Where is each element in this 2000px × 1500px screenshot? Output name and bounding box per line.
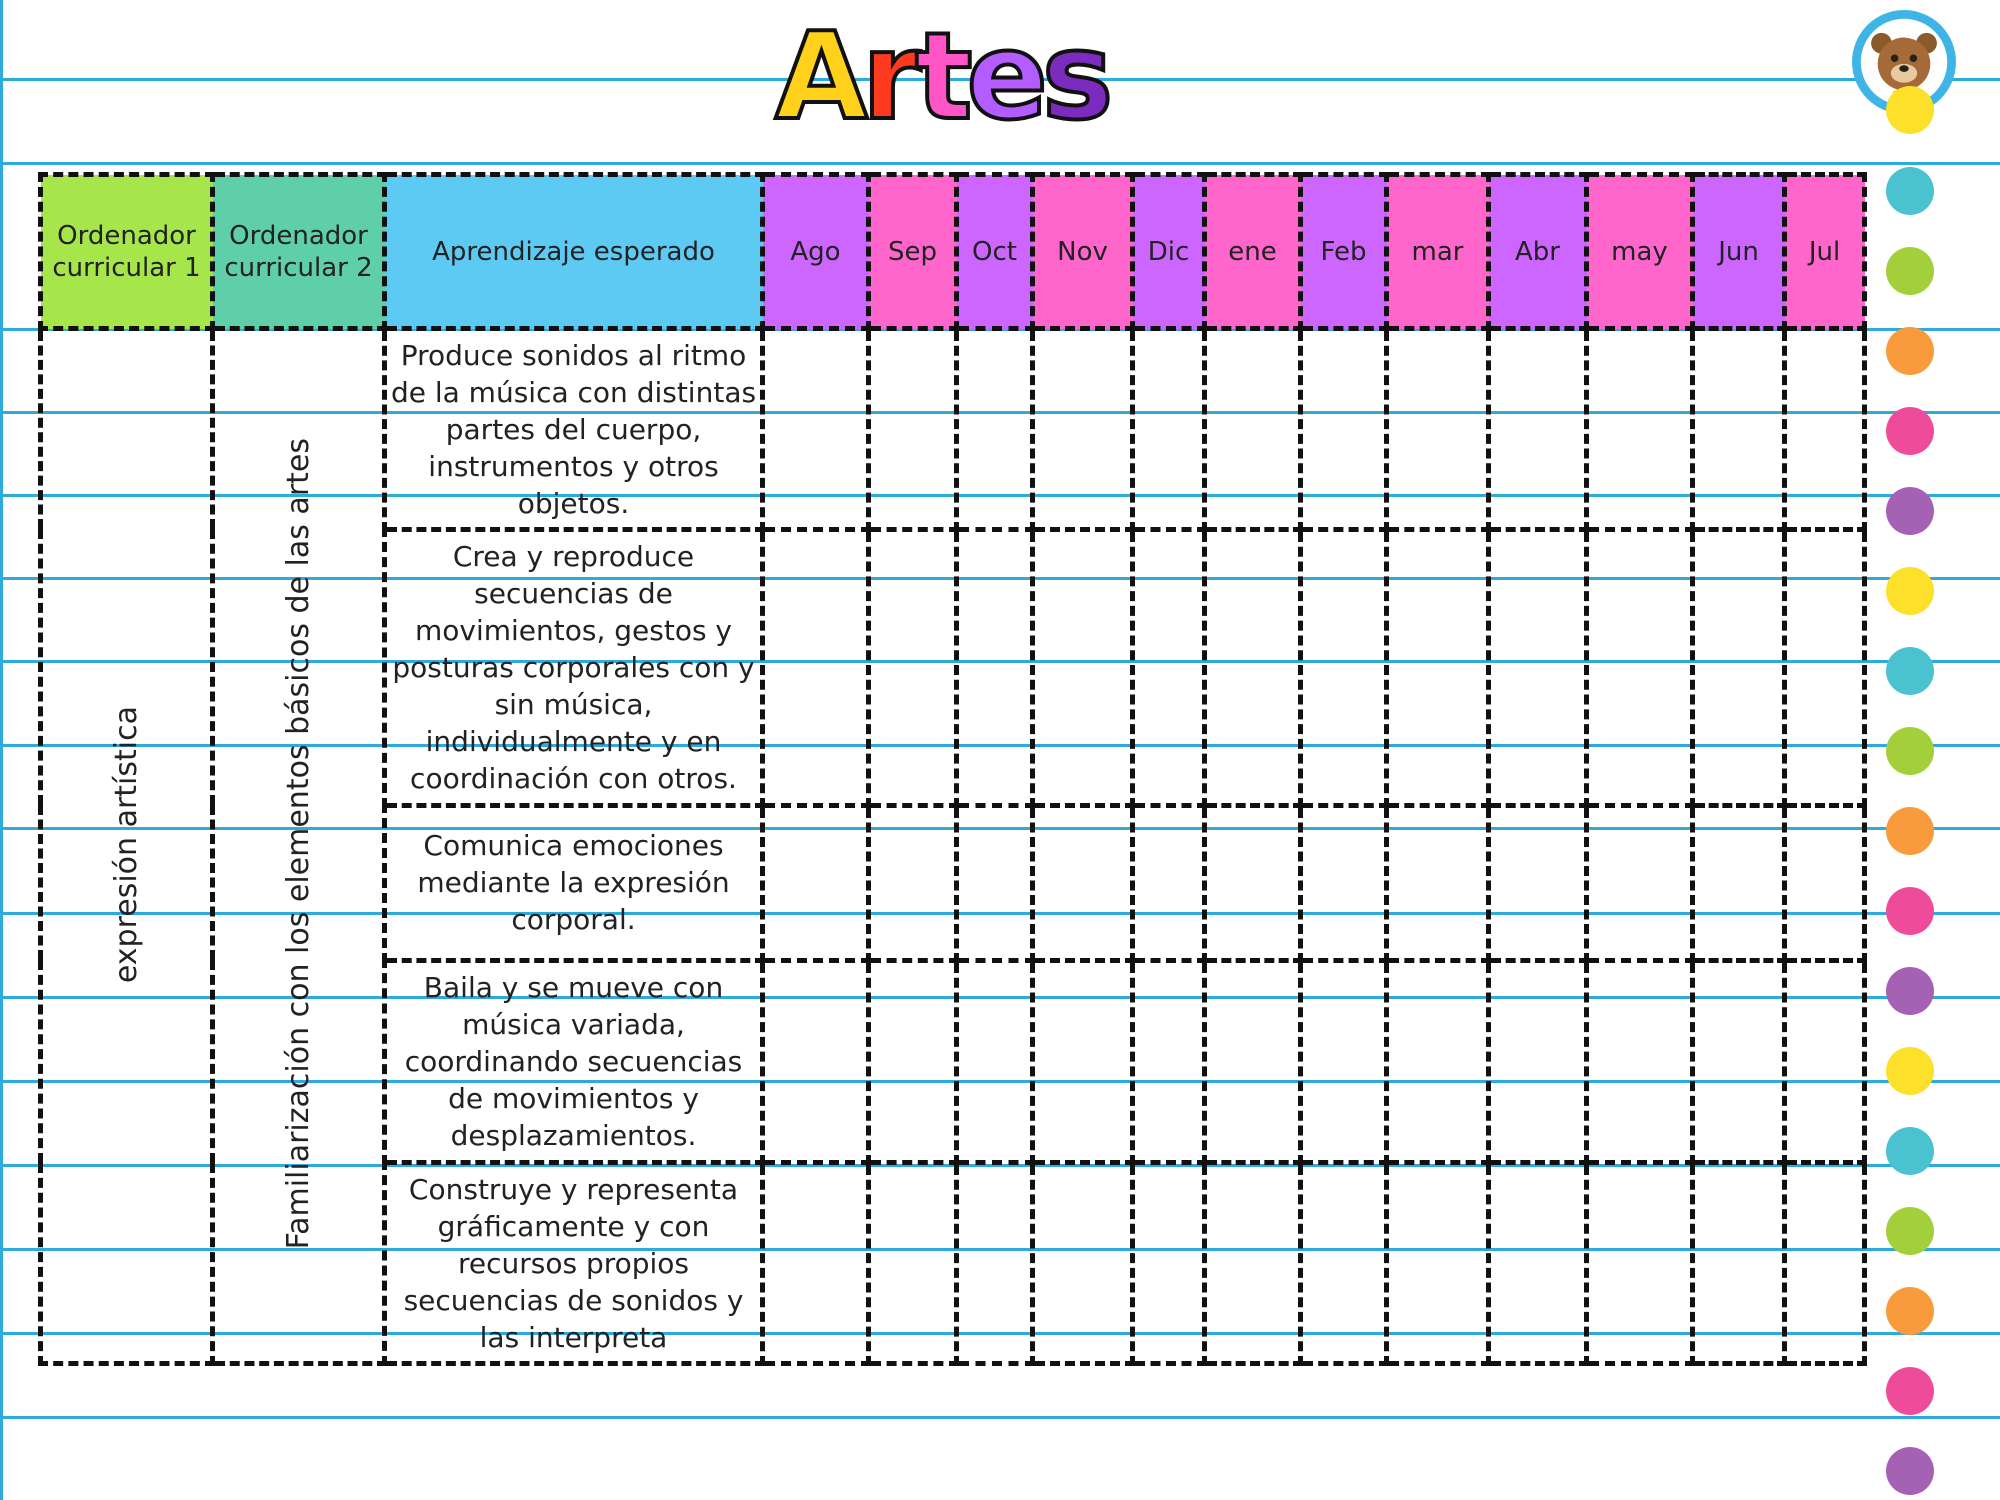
- decorative-dot: [1886, 567, 1934, 615]
- month-cell[interactable]: [869, 529, 957, 805]
- month-cell[interactable]: [1033, 1163, 1133, 1364]
- decorative-dot: [1886, 487, 1934, 535]
- table-row: [41, 329, 1865, 530]
- header-month: Oct: [957, 175, 1033, 329]
- decorative-dot: [1886, 167, 1934, 215]
- month-cell[interactable]: [1205, 329, 1301, 530]
- month-cell[interactable]: [1785, 805, 1865, 960]
- month-cell[interactable]: [1205, 805, 1301, 960]
- header-month: ene: [1205, 175, 1301, 329]
- month-cell[interactable]: [1387, 329, 1489, 530]
- title-letter: A: [775, 8, 862, 147]
- decorative-dot: [1886, 86, 1934, 134]
- title-letter: e: [966, 8, 1042, 147]
- month-cell[interactable]: [763, 960, 869, 1163]
- month-cell[interactable]: [1489, 1163, 1587, 1364]
- month-cell[interactable]: [1301, 529, 1387, 805]
- month-cell[interactable]: [763, 1163, 869, 1364]
- month-cell[interactable]: [869, 1163, 957, 1364]
- aprendizaje-cell: Comunica emociones mediante la expresión corporal.: [385, 805, 763, 960]
- month-cell[interactable]: [1133, 805, 1205, 960]
- decorative-dot: [1886, 1047, 1934, 1095]
- decorative-dot: [1886, 407, 1934, 455]
- header-aprendizaje: Aprendizaje esperado: [385, 175, 763, 329]
- ruled-line: [0, 162, 2000, 165]
- month-cell[interactable]: [1033, 960, 1133, 1163]
- month-cell[interactable]: [1693, 529, 1785, 805]
- month-cell[interactable]: [957, 1163, 1033, 1364]
- decorative-dot: [1886, 1127, 1934, 1175]
- month-cell[interactable]: [1587, 1163, 1693, 1364]
- decorative-dot: [1886, 1207, 1934, 1255]
- title-letter: s: [1041, 8, 1108, 147]
- header-month: Nov: [1033, 175, 1133, 329]
- month-cell[interactable]: [957, 529, 1033, 805]
- month-cell[interactable]: [1033, 529, 1133, 805]
- header-month: may: [1587, 175, 1693, 329]
- decorative-dot: [1886, 247, 1934, 295]
- month-cell[interactable]: [1387, 1163, 1489, 1364]
- ordenador-1-value: expresión artística: [109, 705, 144, 983]
- header-month: Abr: [1489, 175, 1587, 329]
- header-row: [41, 175, 1865, 329]
- header-month: Jun: [1693, 175, 1785, 329]
- month-cell[interactable]: [763, 805, 869, 960]
- header-ordenador-2: Ordenador curricular 2: [213, 175, 385, 329]
- decorative-dot: [1886, 647, 1934, 695]
- aprendizaje-cell: Construye y representa gráficamente y con recursos propios secuencias de sonidos y las interpreta: [385, 1163, 763, 1364]
- month-cell[interactable]: [1693, 805, 1785, 960]
- month-cell[interactable]: [1133, 329, 1205, 530]
- decorative-dot: [1886, 1287, 1934, 1335]
- decorative-dot: [1886, 967, 1934, 1015]
- month-cell[interactable]: [1301, 329, 1387, 530]
- ruled-line: [0, 1416, 2000, 1419]
- aprendizaje-cell: Produce sonidos al ritmo de la música con distintas partes del cuerpo, instrumentos y otros objetos.: [385, 329, 763, 530]
- month-cell[interactable]: [1301, 1163, 1387, 1364]
- month-cell[interactable]: [1205, 1163, 1301, 1364]
- header-ordenador-1: Ordenador curricular 1: [41, 175, 213, 329]
- month-cell[interactable]: [1133, 960, 1205, 1163]
- month-cell[interactable]: [1785, 529, 1865, 805]
- decorative-dot: [1886, 727, 1934, 775]
- month-cell[interactable]: [1693, 1163, 1785, 1364]
- month-cell[interactable]: [957, 960, 1033, 1163]
- decorative-dot: [1886, 1447, 1934, 1495]
- header-month: Jul: [1785, 175, 1865, 329]
- month-cell[interactable]: [1693, 329, 1785, 530]
- ordenador-2-value: Familiarización con los elementos básicos de las artes: [281, 438, 316, 1250]
- month-cell[interactable]: [1033, 329, 1133, 530]
- decorative-dot: [1886, 887, 1934, 935]
- month-cell[interactable]: [1489, 529, 1587, 805]
- month-cell[interactable]: [1301, 805, 1387, 960]
- planning-table: [38, 172, 1867, 1366]
- margin-line: [0, 0, 3, 1500]
- month-cell[interactable]: [1033, 805, 1133, 960]
- month-cell[interactable]: [1387, 805, 1489, 960]
- decorative-dot: [1886, 1367, 1934, 1415]
- month-cell[interactable]: [1587, 805, 1693, 960]
- month-cell[interactable]: [1785, 960, 1865, 1163]
- month-cell[interactable]: [1387, 529, 1489, 805]
- title-letter: r: [861, 8, 916, 147]
- month-cell[interactable]: [1785, 329, 1865, 530]
- aprendizaje-cell: Baila y se mueve con música variada, coordinando secuencias de movimientos y desplazamientos.: [385, 960, 763, 1163]
- decorative-dot: [1886, 807, 1934, 855]
- month-cell[interactable]: [869, 329, 957, 530]
- header-month: Dic: [1133, 175, 1205, 329]
- header-month: Feb: [1301, 175, 1387, 329]
- title-letter: t: [915, 8, 967, 147]
- month-cell[interactable]: [1587, 960, 1693, 1163]
- month-cell[interactable]: [1489, 960, 1587, 1163]
- month-cell[interactable]: [1693, 960, 1785, 1163]
- month-cell[interactable]: [1587, 529, 1693, 805]
- month-cell[interactable]: [1785, 1163, 1865, 1364]
- ordenador-1-cell: [41, 329, 213, 1364]
- page-title: [775, 8, 1135, 148]
- month-cell[interactable]: [1387, 960, 1489, 1163]
- month-cell[interactable]: [957, 329, 1033, 530]
- decorative-dot: [1886, 327, 1934, 375]
- month-cell[interactable]: [957, 805, 1033, 960]
- header-month: Ago: [763, 175, 869, 329]
- month-cell[interactable]: [1205, 960, 1301, 1163]
- month-cell[interactable]: [1587, 329, 1693, 530]
- month-cell[interactable]: [1301, 960, 1387, 1163]
- month-cell[interactable]: [1133, 1163, 1205, 1364]
- month-cell[interactable]: [869, 805, 957, 960]
- month-cell[interactable]: [869, 960, 957, 1163]
- month-cell[interactable]: [1489, 805, 1587, 960]
- header-month: Sep: [869, 175, 957, 329]
- header-month: mar: [1387, 175, 1489, 329]
- month-cell[interactable]: [1489, 329, 1587, 530]
- month-cell[interactable]: [763, 329, 869, 530]
- ordenador-2-cell: [213, 329, 385, 1364]
- aprendizaje-cell: Crea y reproduce secuencias de movimientos, gestos y posturas corporales con y sin música, individualmente y en coordinación con otros.: [385, 529, 763, 805]
- month-cell[interactable]: [763, 529, 869, 805]
- month-cell[interactable]: [1133, 529, 1205, 805]
- month-cell[interactable]: [1205, 529, 1301, 805]
